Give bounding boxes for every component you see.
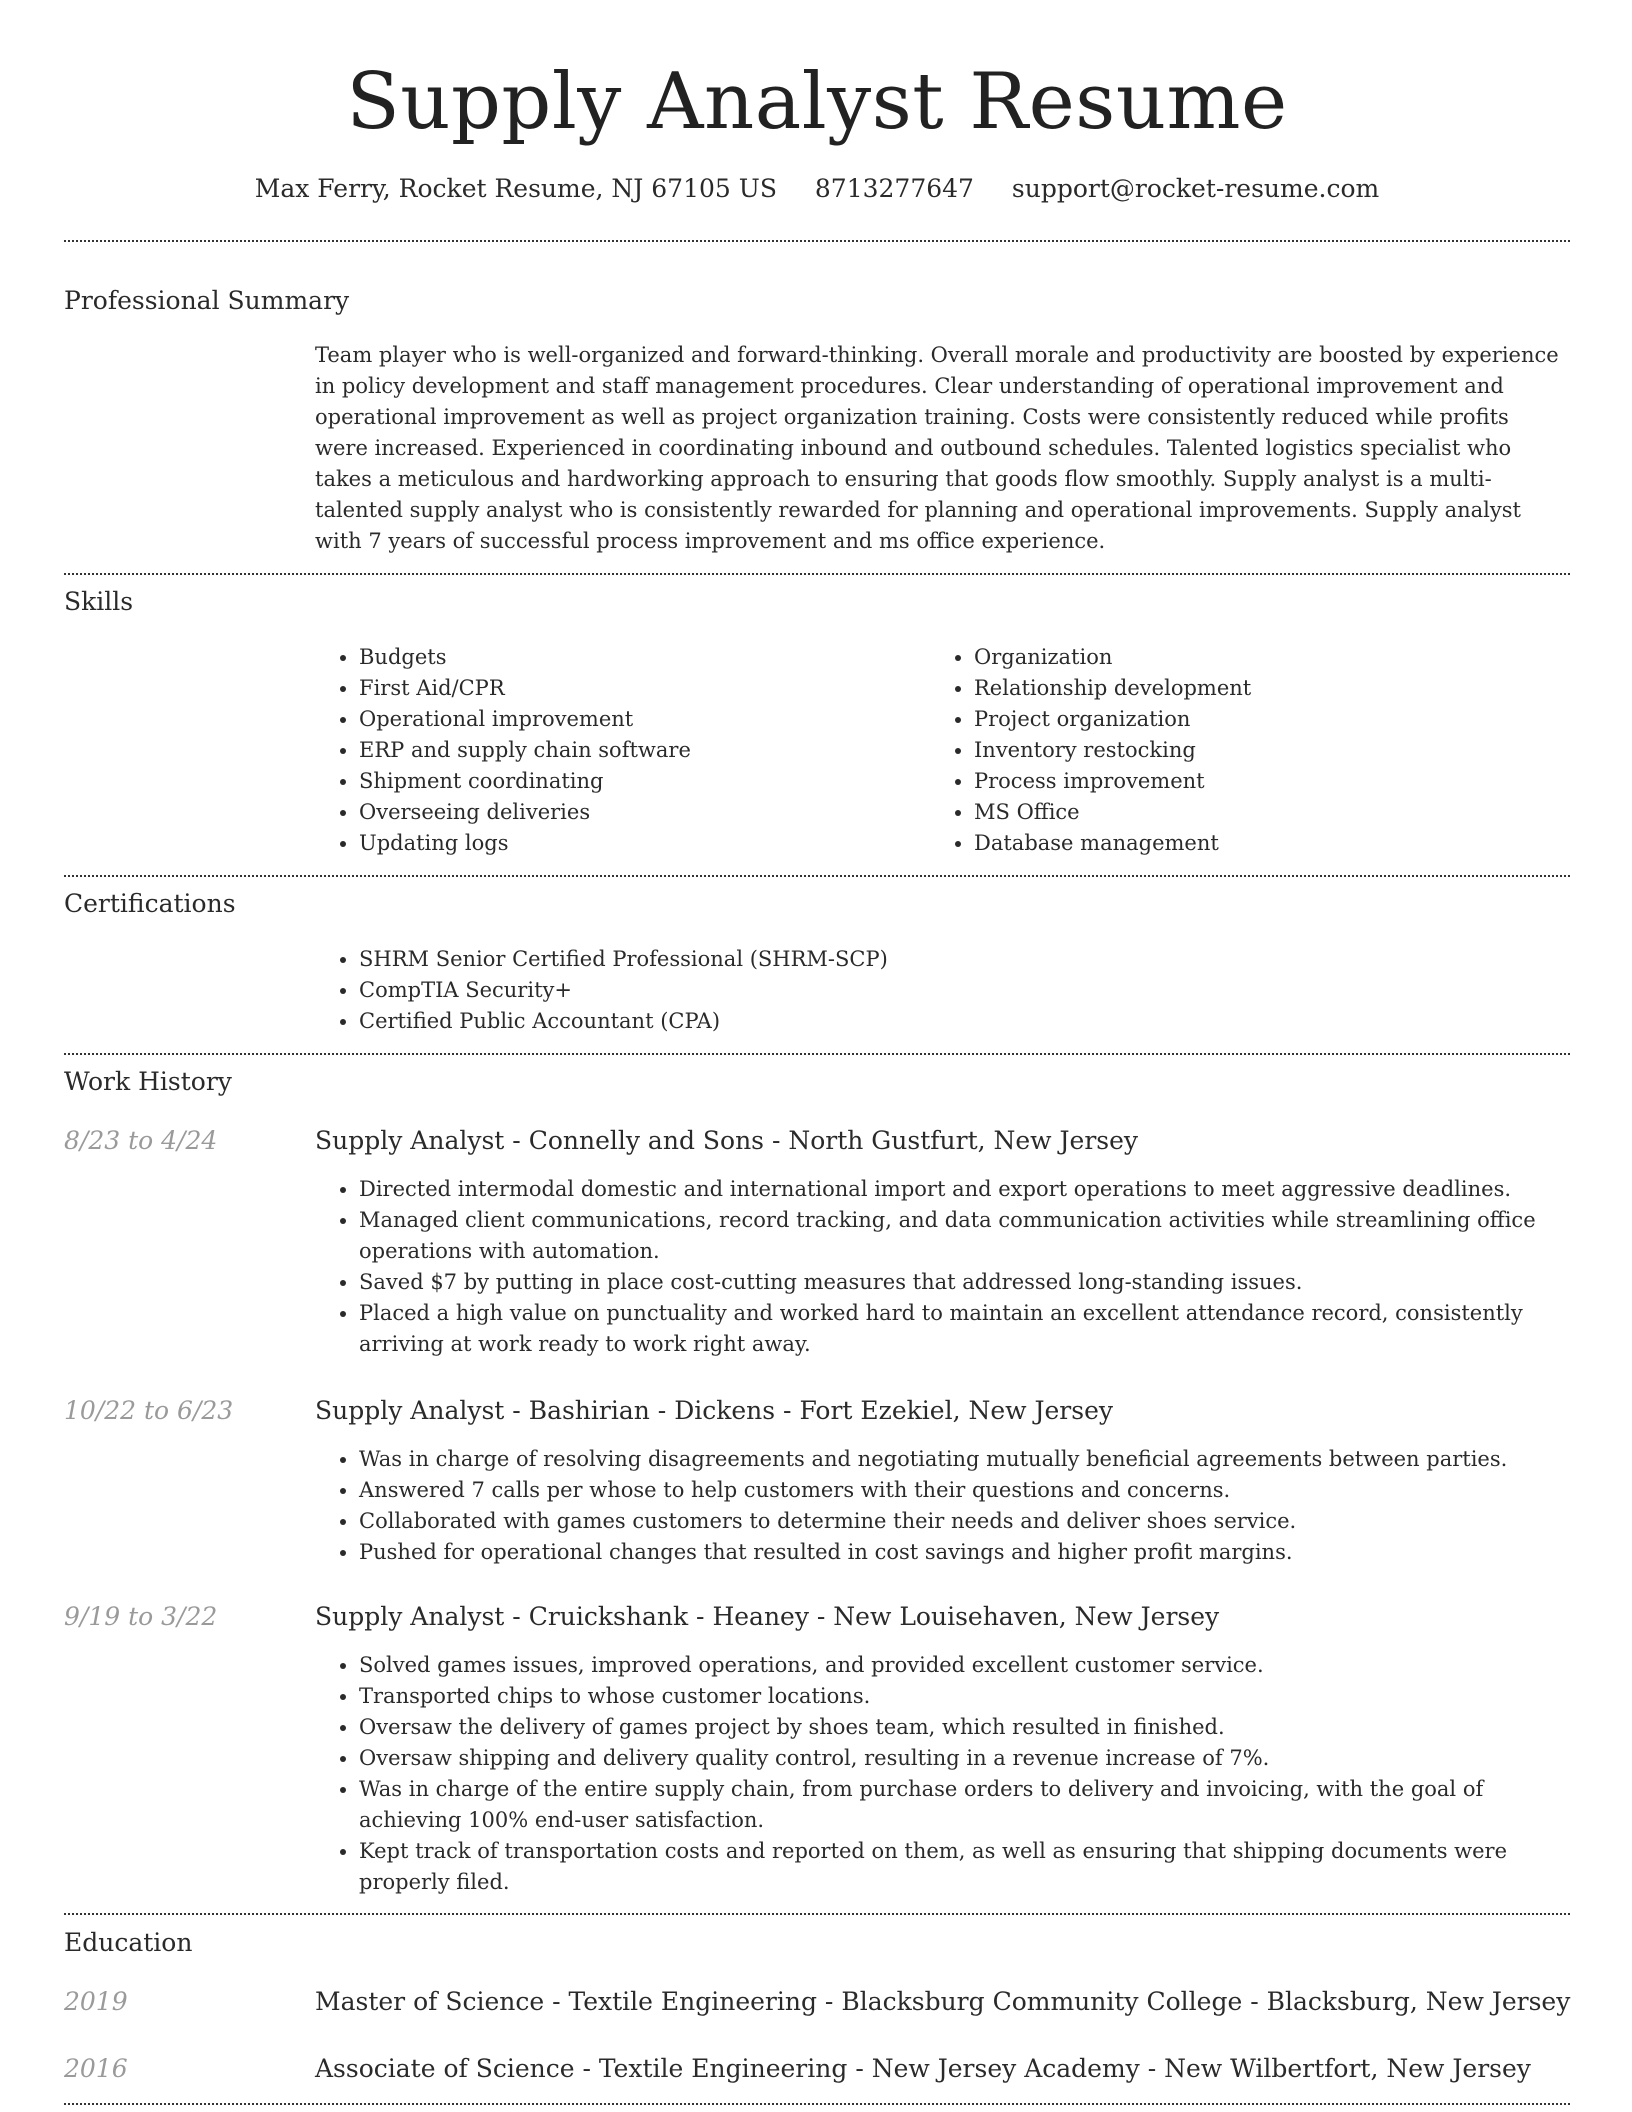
education-school: - Blacksburg Community College - Blacksburg, New Jersey [816,1987,1571,2016]
section-divider [64,1913,1570,1915]
education-degree: Associate of Science - Textile Engineering [315,2054,848,2083]
certification-item: • Certified Public Accountant (CPA) [359,1006,1559,1037]
job-bullets [315,1444,1569,1568]
job-title: Supply Analyst - Bashirian - Dickens - Fort Ezekiel, New Jersey [315,1396,1113,1425]
summary-text: Team player who is well-organized and forward-thinking. Overall morale and productivity are boosted by experience in policy development and staff management procedures. Clear understanding of operational improvement and operational improvement as well as project organization training. Costs were consistently reduced while profits were increased. Experienced in coordinating inbound and outbound schedules. Talented logistics specialist who takes a meticulous and hardworking approach to ensuring that goods flow smoothly. Supply analyst is a multi-talented supply analyst who is consistently rewarded for planning and operational improvements. Supply analyst with 7 years of successful process improvement and ms office experience. [315,343,1559,553]
certification-item: • SHRM Senior Certified Professional (SHRM-SCP) [359,944,1559,975]
skill-item: • Database management [974,828,1574,859]
job-bullet: • Collaborated with games customers to determine their needs and deliver shoes service. [359,1506,1569,1537]
skill-item: • Project organization [974,704,1574,735]
skills-list-right [930,642,1574,859]
job-bullets [315,1174,1569,1360]
section-divider [64,1053,1570,1055]
job-bullet: • Saved $7 by putting in place cost-cutting measures that addressed long-standing issues. [359,1267,1569,1298]
job-title: Supply Analyst - Connelly and Sons - North Gustfurt, New Jersey [315,1126,1139,1155]
skill-item: • MS Office [974,797,1574,828]
contact-address: Max Ferry, Rocket Resume, NJ 67105 US [254,174,777,203]
education-school: - New Jersey Academy - New Wilbertfort, New Jersey [847,2054,1531,2083]
work-heading: Work History [64,1067,232,1096]
education-year: 2016 [64,2054,128,2083]
section-divider [64,573,1570,575]
education-heading: Education [64,1928,193,1957]
certifications-heading: Certifications [64,889,236,918]
job-title: Supply Analyst - Cruickshank - Heaney - New Louisehaven, New Jersey [315,1602,1220,1631]
skill-item: • Relationship development [974,673,1574,704]
contact-phone: 8713277647 [814,174,974,203]
skill-item: • Organization [974,642,1574,673]
job-bullet: • Placed a high value on punctuality and worked hard to maintain an excellent attendance record, consistently arriving at work ready to work right away. [359,1298,1569,1360]
job-dates: 9/19 to 3/22 [64,1602,218,1631]
section-divider [64,2103,1570,2105]
job-bullets [315,1650,1569,1898]
skill-item: • Inventory restocking [974,735,1574,766]
job-bullet: • Oversaw shipping and delivery quality control, resulting in a revenue increase of 7%. [359,1743,1569,1774]
education-entry [315,1985,1570,2019]
contact-email: support@rocket-resume.com [1011,174,1380,203]
skill-item: • ERP and supply chain software [359,735,929,766]
job-bullet: • Transported chips to whose customer locations. [359,1681,1569,1712]
education-year: 2019 [64,1987,128,2016]
contact-line [64,172,1570,206]
skills-list-left [315,642,929,859]
job-bullet: • Kept track of transportation costs and reported on them, as well as ensuring that shipping documents were properly filed. [359,1836,1569,1898]
job-bullet: • Pushed for operational changes that resulted in cost savings and higher profit margins. [359,1537,1569,1568]
skill-item: • Updating logs [359,828,929,859]
job-bullet: • Was in charge of the entire supply chain, from purchase orders to delivery and invoicing, with the goal of achieving 100% end-user satisfaction. [359,1774,1569,1836]
job-dates: 10/22 to 6/23 [64,1396,234,1425]
education-entry [315,2052,1531,2086]
education-degree: Master of Science - Textile Engineering [315,1987,817,2016]
section-divider [64,240,1570,242]
job-bullet: • Directed intermodal domestic and international import and export operations to meet aggressive deadlines. [359,1174,1569,1205]
summary-heading: Professional Summary [64,286,350,315]
certification-item: • CompTIA Security+ [359,975,1559,1006]
job-bullet: • Answered 7 calls per whose to help customers with their questions and concerns. [359,1475,1569,1506]
job-bullet: • Oversaw the delivery of games project by shoes team, which resulted in finished. [359,1712,1569,1743]
skill-item: • Shipment coordinating [359,766,929,797]
certifications-list [315,944,1559,1037]
job-dates: 8/23 to 4/24 [64,1126,218,1155]
resume-title: Supply Analyst Resume [346,57,1288,147]
skill-item: • Operational improvement [359,704,929,735]
job-bullet: • Managed client communications, record tracking, and data communication activities while streamlining office operations with automation. [359,1205,1569,1267]
section-divider [64,875,1570,877]
skill-item: • Budgets [359,642,929,673]
skill-item: • Process improvement [974,766,1574,797]
job-bullet: • Solved games issues, improved operations, and provided excellent customer service. [359,1650,1569,1681]
skill-item: • Overseeing deliveries [359,797,929,828]
skills-heading: Skills [64,587,134,616]
job-bullet: • Was in charge of resolving disagreements and negotiating mutually beneficial agreements between parties. [359,1444,1569,1475]
skill-item: • First Aid/CPR [359,673,929,704]
